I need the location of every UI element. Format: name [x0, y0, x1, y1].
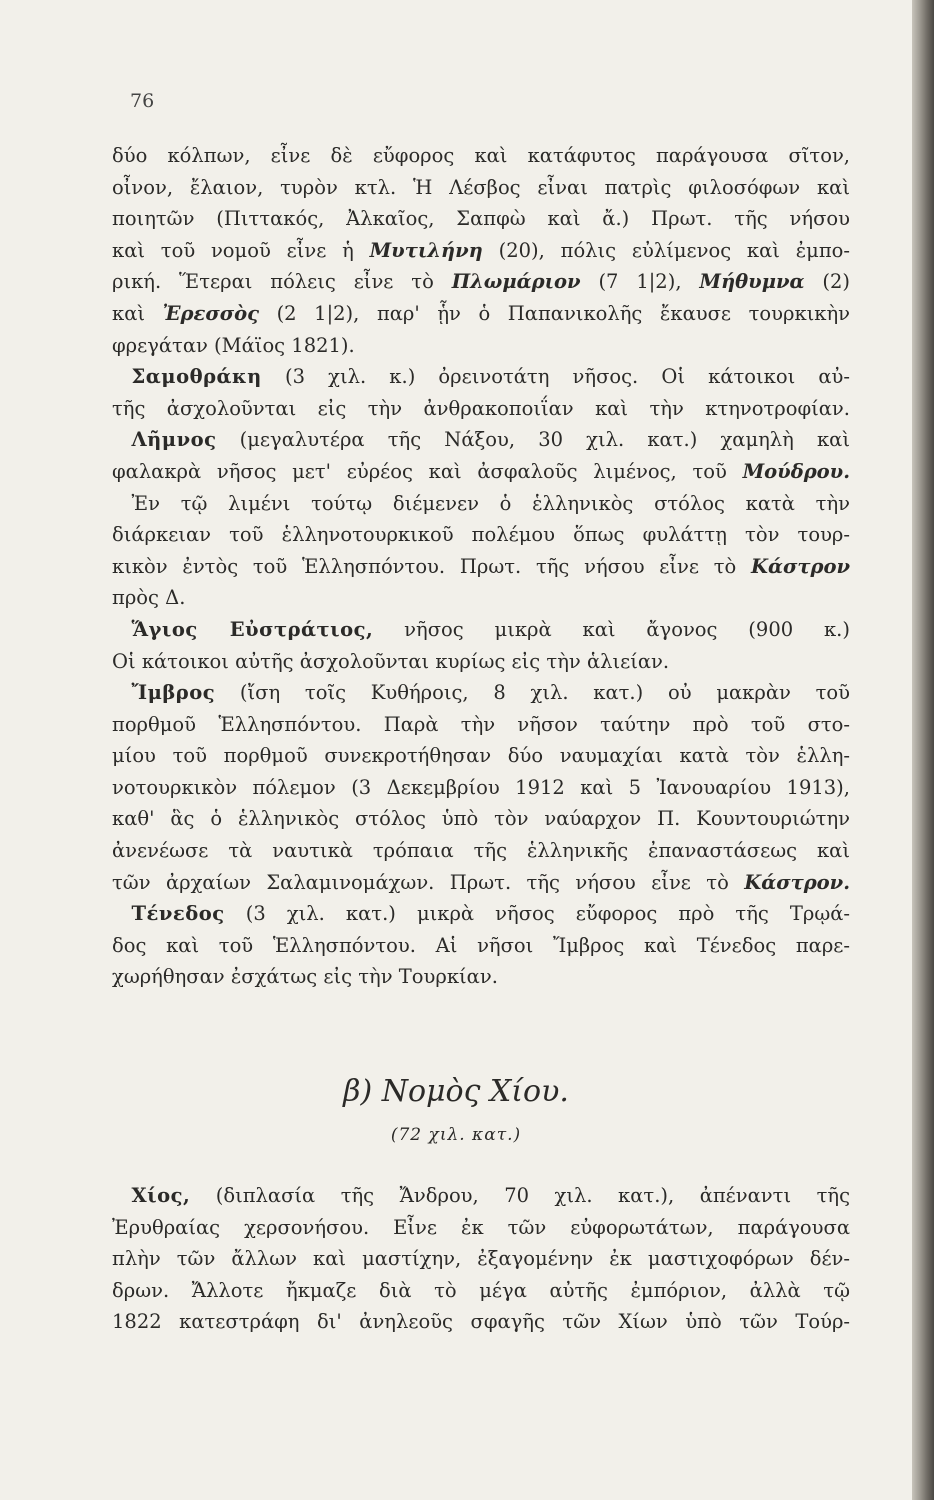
place-name: Κάστρον. — [744, 870, 850, 894]
page-number: 76 — [130, 90, 155, 112]
place-name: Μυτιλήνη — [369, 238, 483, 262]
page-binding-edge — [912, 0, 934, 1500]
text-line: πρὸς Δ. — [112, 586, 186, 610]
text-line: μίου τοῦ πορθμοῦ συνεκροτήθησαν δύο ναυμαχίαι κατὰ τὸν ἑλλη- — [112, 744, 850, 768]
text-line: διάρκειαν τοῦ ἑλληνοτουρκικοῦ πολέμου ὅπως φυλάττῃ τὸν τουρ- — [112, 523, 850, 547]
text-line: 1822 κατεστράφη δι' ἀνηλεοῦς σφαγῆς τῶν Χίων ὑπὸ τῶν Τούρ- — [112, 1310, 850, 1334]
text-line: τῶν ἀρχαίων Σαλαμινομάχων. Πρωτ. τῆς νήσου εἶνε τὸ Κάστρον. — [112, 870, 850, 894]
section-heading: β) Νομὸς Χίου. — [343, 1074, 569, 1109]
text-line: πορθμοῦ Ἑλλησπόντου. Παρὰ τὴν νῆσον ταύτην πρὸ τοῦ στο- — [112, 712, 850, 736]
place-name: Μήθυμνα — [699, 270, 805, 294]
body-text-top — [112, 140, 850, 993]
text-line: Τένεδος (3 χιλ. κατ.) μικρὰ νῆσος εὔφορος πρὸ τῆς Τρῳά- — [131, 902, 851, 926]
entry-title: Σαμοθράκη — [131, 365, 262, 389]
text-line: φαλακρὰ νῆσος μετ' εὐρέος καὶ ἀσφαλοῦς λιμένος, τοῦ Μούδρου. — [112, 459, 850, 483]
place-name: Πλωμάριον — [451, 270, 581, 294]
text-line: Ἅγιος Εὐστράτιος, νῆσος μικρὰ καὶ ἄγονος (900 κ.) — [131, 617, 850, 641]
text-line: Σαμοθράκη (3 χιλ. κ.) ὀρεινοτάτη νῆσος. Οἱ κάτοικοι αὐ- — [131, 365, 850, 389]
text-line: ποιητῶν (Πιττακός, Ἀλκαῖος, Σαπφὼ καὶ ἄ.) Πρωτ. τῆς νήσου — [112, 207, 850, 231]
text-line: Λῆμνος (μεγαλυτέρα τῆς Νάξου, 30 χιλ. κατ.) χαμηλὴ καὶ — [131, 428, 850, 452]
text-line: ρική. Ἕτεραι πόλεις εἶνε τὸ Πλωμάριον (7 1|2), Μήθυμνα (2) — [112, 270, 851, 294]
text-line: καθ' ἃς ὁ ἑλληνικὸς στόλος ὑπὸ τὸν ναύαρχον Π. Κουντουριώτην — [112, 807, 850, 831]
entry-title: Λῆμνος — [131, 428, 217, 452]
text-line: Χίος, (διπλασία τῆς Ἄνδρου, 70 χιλ. κατ.), ἀπέναντι τῆς — [131, 1184, 850, 1207]
text-line: κικὸν ἐντὸς τοῦ Ἑλλησπόντου. Πρωτ. τῆς νήσου εἶνε τὸ Κάστρον — [112, 554, 850, 578]
entry-title: Ἅγιος Εὐστράτιος, — [131, 617, 374, 641]
entry-title: Ἴμβρος — [131, 681, 216, 705]
text-line: ἀνενέωσε τὰ ναυτικὰ τρόπαια τῆς ἑλληνικῆς ἐπαναστάσεως καὶ — [112, 839, 850, 863]
text-line: καὶ τοῦ νομοῦ εἶνε ἡ Μυτιλήνη (20), πόλις εὐλίμενος καὶ ἐμπο- — [112, 238, 850, 262]
text-line: δος καὶ τοῦ Ἑλλησπόντου. Αἱ νῆσοι Ἴμβρος καὶ Τένεδος παρε- — [112, 933, 850, 957]
place-name: Ἐρεσσὸς — [162, 301, 259, 325]
text-line: χωρήθησαν ἐσχάτως εἰς τὴν Τουρκίαν. — [112, 965, 498, 989]
text-line: Ἴμβρος (ἴση τοῖς Κυθήροις, 8 χιλ. κατ.) οὐ μακρὰν τοῦ — [131, 681, 850, 705]
text-line: φρεγάταν (Μάϊος 1821). — [112, 333, 355, 357]
text-line: Ἐρυθραίας χερσονήσου. Εἶνε ἐκ τῶν εὐφορωτάτων, παράγουσα — [112, 1215, 850, 1239]
text-line: Οἱ κάτοικοι αὐτῆς ἀσχολοῦνται κυρίως εἰς τὴν ἁλιείαν. — [112, 649, 670, 673]
text-line: πλὴν τῶν ἄλλων καὶ μαστίχην, ἐξαγομένην ἐκ μαστιχοφόρων δέν- — [112, 1247, 850, 1271]
body-text-bottom — [112, 1180, 850, 1338]
text-line: νοτουρκικὸν πόλεμον (3 Δεκεμβρίου 1912 καὶ 5 Ἰανουαρίου 1913), — [112, 775, 850, 799]
entry-title: Χίος, — [131, 1184, 191, 1207]
place-name: Κάστρον — [751, 554, 850, 578]
text-line: δρων. Ἄλλοτε ἤκμαζε διὰ τὸ μέγα αὐτῆς ἐμπόριον, ἀλλὰ τῷ — [112, 1278, 850, 1302]
entry-title: Τένεδος — [131, 902, 225, 926]
text-line: καὶ Ἐρεσσὸς (2 1|2), παρ' ᾗν ὁ Παπανικολῆς ἔκαυσε τουρκικὴν — [112, 301, 851, 325]
text-line: οἶνον, ἔλαιον, τυρὸν κτλ. Ἡ Λέσβος εἶναι πατρὶς φιλοσόφων καὶ — [112, 175, 850, 199]
text-line: Ἐν τῷ λιμένι τούτῳ διέμενεν ὁ ἑλληνικὸς στόλος κατὰ τὴν — [131, 491, 850, 515]
place-name: Μούδρου. — [742, 459, 850, 483]
text-line: τῆς ἀσχολοῦνται εἰς τὴν ἀνθρακοποιΐαν καὶ τὴν κτηνοτροφίαν. — [112, 396, 850, 420]
text-line: δύο κόλπων, εἶνε δὲ εὔφορος καὶ κατάφυτος παράγουσα σῖτον, — [112, 144, 850, 167]
section-subheading: (72 χιλ. κατ.) — [390, 1125, 522, 1145]
